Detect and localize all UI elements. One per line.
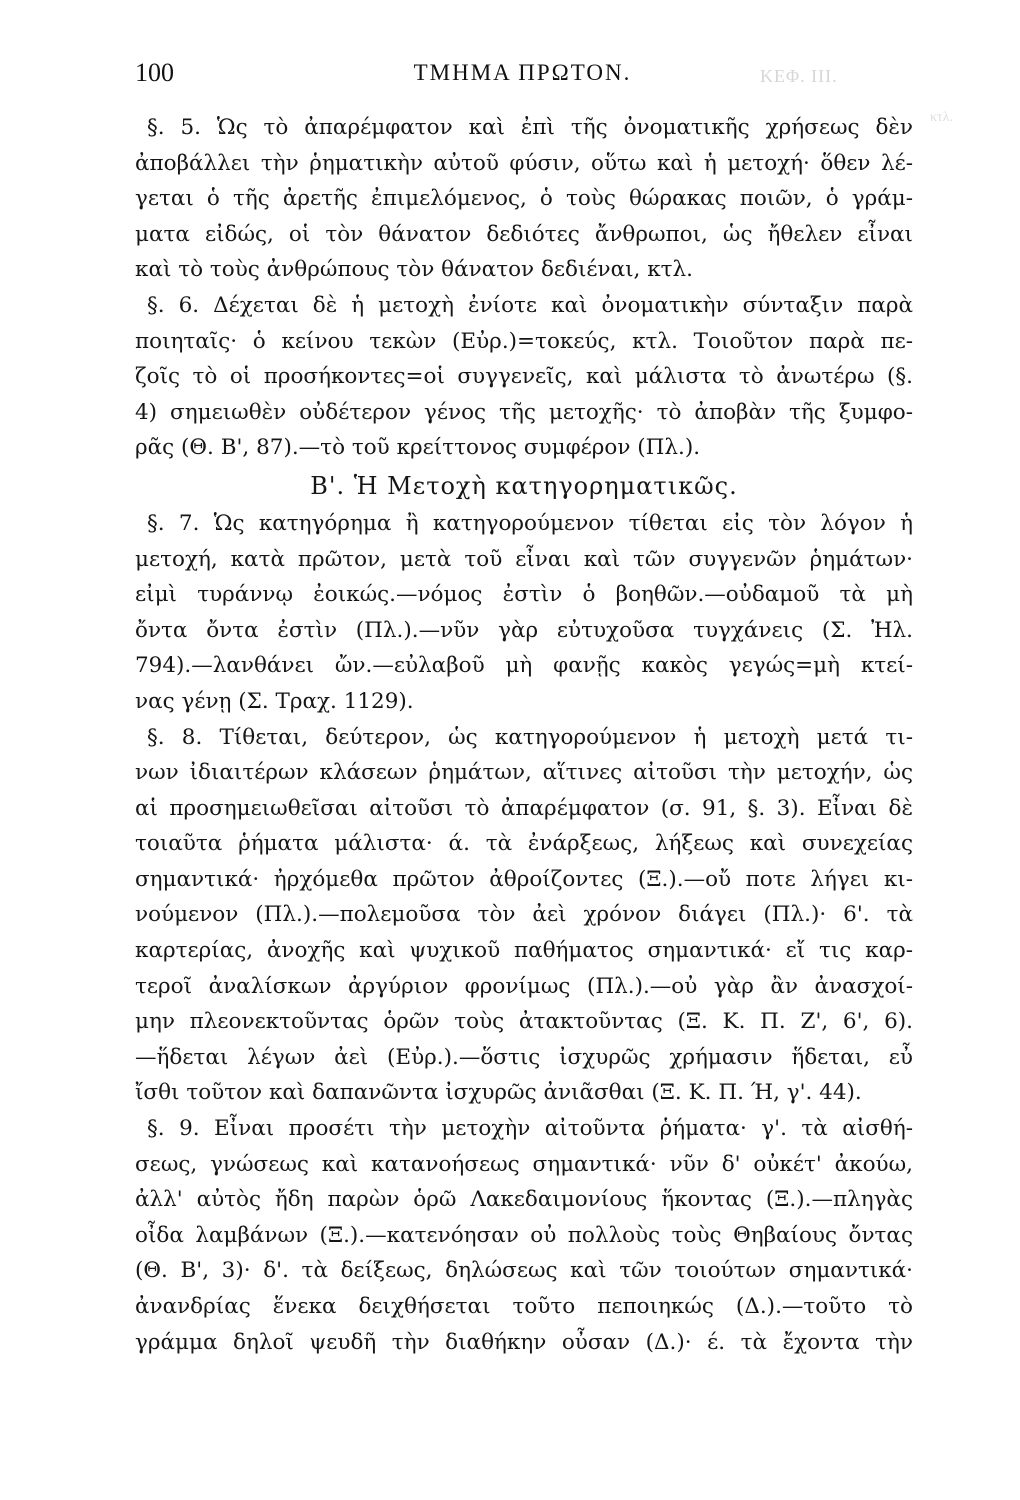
text-line: (Θ. Β', 3)· δ'. τὰ δείξεως, δηλώσεως καὶ τῶν τοιούτων σημαντικά· xyxy=(135,1258,913,1284)
text-line: ἀλλ' αὐτὸς ἤδη παρὼν ὁρῶ Λακεδαιμονίους ἥκοντας (Ξ.).—πληγὰς xyxy=(135,1187,913,1213)
text-line: —ἥδεται λέγων ἀεὶ (Εὐρ.).—ὅστις ἰσχυρῶς χρήμασιν ἥδεται, εὖ xyxy=(135,1044,913,1070)
text-line: 4) σημειωθὲν οὐδέτερον γένος τῆς μετοχῆς· τὸ ἀποβὰν τῆς ξυμφο- xyxy=(135,399,913,425)
running-title: ΤΜΗΜΑ ΠΡΩΤΟΝ. xyxy=(413,60,632,85)
text-line: ἀνανδρίας ἕνεκα δειχθήσεται τοῦτο πεποιηκώς (Δ.).—τοῦτο τὸ xyxy=(135,1294,913,1319)
text-line: μετοχή, κατὰ πρῶτον, μετὰ τοῦ εἶναι καὶ τῶν συγγενῶν ῥημάτων· xyxy=(135,546,913,572)
text-line: τοιαῦτα ῥήματα μάλιστα· ά. τὰ ἐνάρξεως, λήξεως καὶ συνεχείας xyxy=(135,831,913,857)
text-line: νας γένῃ (Σ. Τραχ. 1129). xyxy=(135,688,414,714)
text-line: γεται ὁ τῆς ἀρετῆς ἐπιμελόμενος, ὁ τοὺς θώρακας ποιῶν, ὁ γράμ- xyxy=(135,186,913,212)
text-line: σημαντικά· ἠρχόμεθα πρῶτον ἀθροίζοντες (Ξ.).—οὔ ποτε λήγει κι- xyxy=(135,866,913,892)
text-line: καρτερίας, ἀνοχῆς καὶ ψυχικοῦ παθήματος σημαντικά· εἴ τις καρ- xyxy=(135,938,913,964)
text-line: ζοῖς τὸ οἱ προσήκοντες=οἱ συγγενεῖς, καὶ μάλιστα τὸ ἀνωτέρω (§. xyxy=(135,364,913,390)
text-line: τεροῖ ἀναλίσκων ἀργύριον φρονίμως (Πλ.).—οὐ γὰρ ἂν ἀνασχοί- xyxy=(135,973,913,999)
text-line: ρᾶς (Θ. Β', 87).—τὸ τοῦ κρείττονος συμφέρον (Πλ.). xyxy=(135,435,701,461)
text-line: 794).—λανθάνει ὤν.—εὐλαβοῦ μὴ φανῇς κακὸς γεγώς=μὴ κτεί- xyxy=(135,653,913,679)
text-line: §. 7. Ὡς κατηγόρημα ἢ κατηγορούμενον τίθεται εἰς τὸν λόγον ἡ xyxy=(147,510,913,536)
text-line: §. 6. Δέχεται δὲ ἡ μετοχὴ ἐνίοτε καὶ ὀνοματικὴν σύνταξιν παρὰ xyxy=(147,292,913,318)
bleed-through-running-head: ΚΕΦ. ΙΙΙ. xyxy=(760,66,838,86)
text-line: ἴσθι τοῦτον καὶ δαπανῶντα ἰσχυρῶς ἀνιᾶσθαι (Ξ. Κ. Π. Ή, γ'. 44). xyxy=(135,1080,862,1106)
text-line: ποιηταῖς· ὁ κείνου τεκὼν (Εὐρ.)=τοκεύς, κτλ. Τοιοῦτον παρὰ πε- xyxy=(135,328,913,354)
text-line: §. 9. Εἶναι προσέτι τὴν μετοχὴν αἰτοῦντα ῥήματα· γ'. τὰ αἰσθή- xyxy=(147,1116,913,1142)
bleed-through-text: κτλ. xyxy=(930,110,953,125)
text-line: ματα εἰδώς, οἱ τὸν θάνατον δεδιότες ἄνθρωποι, ὡς ἤθελεν εἶναι xyxy=(135,221,913,247)
text-line: οἶδα λαμβάνων (Ξ.).—κατενόησαν οὐ πολλοὺς τοὺς Θηβαίους ὄντας xyxy=(135,1222,913,1248)
page-number: 100 xyxy=(135,58,174,87)
text-line: ὄντα ὄντα ἐστὶν (Πλ.).—νῦν γὰρ εὐτυχοῦσα τυγχάνεις (Σ. Ἠλ. xyxy=(135,617,913,643)
text-line: §. 5. Ὡς τὸ ἀπαρέμφατον καὶ ἐπὶ τῆς ὀνοματικῆς χρήσεως δὲν xyxy=(147,115,913,140)
text-line: μην πλεονεκτοῦντας ὁρῶν τοὺς ἀτακτοῦντας (Ξ. Κ. Π. Ζ', 6', 6). xyxy=(135,1009,913,1035)
text-line: αἱ προσημειωθεῖσαι αἰτοῦσι τὸ ἀπαρέμφατον (σ. 91, §. 3). Εἶναι δὲ xyxy=(135,795,913,821)
text-line: εἰμὶ τυράννῳ ἐοικώς.—νόμος ἐστὶν ὁ βοηθῶν.—οὐδαμοῦ τὰ μὴ xyxy=(135,582,913,608)
page-header xyxy=(135,58,910,92)
text-line: νούμενον (Πλ.).—πολεμοῦσα τὸν ἀεὶ χρόνον διάγει (Πλ.)· 6'. τὰ xyxy=(135,902,913,928)
text-line: σεως, γνώσεως καὶ κατανοήσεως σημαντικά· νῦν δ' οὐκέτ' ἀκούω, xyxy=(135,1151,913,1177)
section-heading: Β'. Ἡ Μετοχὴ κατηγορηματικῶς. xyxy=(310,471,738,500)
text-line: νων ἰδιαιτέρων κλάσεων ῥημάτων, αἵτινες αἰτοῦσι τὴν μετοχήν, ὡς xyxy=(135,760,913,786)
text-line: ἀποβάλλει τὴν ῥηματικὴν αὐτοῦ φύσιν, οὕτω καὶ ἡ μετοχή· ὅθεν λέ- xyxy=(135,150,913,176)
text-line: γράμμα δηλοῖ ψευδῆ τὴν διαθήκην οὖσαν (Δ.)· έ. τὰ ἔχοντα τὴν xyxy=(135,1329,913,1355)
text-line: καὶ τὸ τοὺς ἀνθρώπους τὸν θάνατον δεδιέναι, κτλ. xyxy=(135,257,694,283)
body-text xyxy=(135,110,913,1360)
text-line: §. 8. Τίθεται, δεύτερον, ὡς κατηγορούμενον ἡ μετοχὴ μετά τι- xyxy=(147,724,913,750)
